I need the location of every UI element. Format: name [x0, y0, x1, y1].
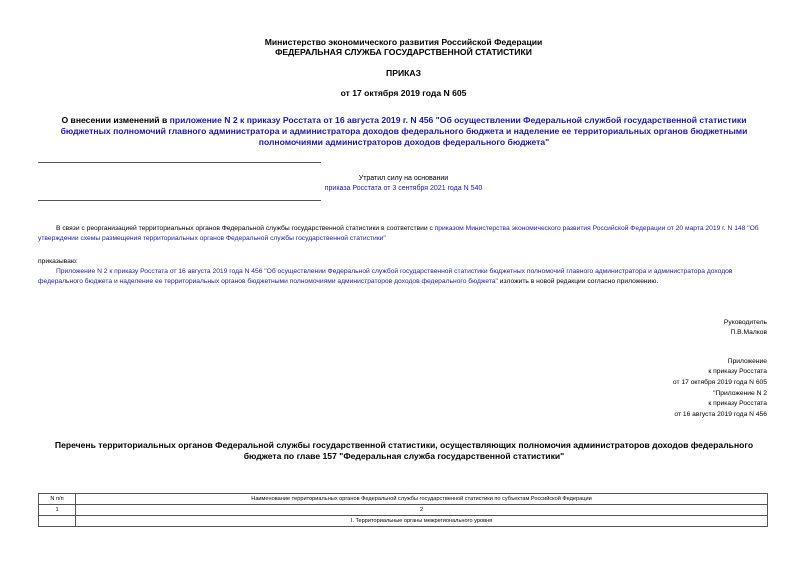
divider-bottom: [38, 200, 321, 201]
table-header-row: [39, 494, 768, 505]
document-type: ПРИКАЗ: [386, 68, 421, 78]
index-cell-name: 2: [76, 505, 768, 516]
ministry-title: Министерство экономического развития Российской Федерации: [264, 37, 543, 47]
status-note: Утратил силу на основании: [358, 175, 449, 182]
section-cell-title: I. Территориальные органы межрегионального уровня: [76, 516, 768, 527]
appendix-line: к приказу Росстата: [708, 400, 767, 407]
divider-top: [38, 162, 321, 163]
signature-role: Руководитель: [723, 319, 767, 326]
status-link[interactable]: приказа Росстата от 3 сентября 2021 года N 540: [324, 185, 483, 192]
table-section-row: [39, 516, 768, 527]
appendix-line: к приказу Росстата: [708, 368, 767, 375]
paragraph-reason: [38, 224, 768, 244]
section-cell-empty: [39, 516, 76, 527]
appendix-line: "Приложение N 2: [713, 390, 767, 397]
paragraph-change-text: изложить в новой редакции согласно приложению.: [497, 278, 659, 285]
header-cell-number: N п/п: [39, 494, 76, 505]
appendix-line: от 17 октября 2019 года N 605: [672, 379, 767, 386]
service-title: ФЕДЕРАЛЬНАЯ СЛУЖБА ГОСУДАРСТВЕННОЙ СТАТИСТИКИ: [275, 47, 532, 57]
paragraph-order: приказываю:: [38, 258, 78, 265]
document-subject: [40, 115, 768, 148]
paragraph-reason-text: В связи с реорганизацией территориальных органов Федеральной службы государственной статистики в соответствии с: [56, 225, 435, 232]
paragraph-change: [38, 267, 768, 287]
paragraph-change-link[interactable]: Приложение N 2 к приказу Росстата от 16 августа 2019 года N 456 "Об осуществлении Федеральной службой государственной статистики бюджетных полномочий главного администратора и администратора доходов федерального бюджета и наделение ее территориальных органов бюджетными полномочиями администраторов доходов федерального бюджета": [38, 268, 733, 285]
appendix-line: от 16 августа 2019 года N 456: [674, 411, 767, 418]
index-cell-number: 1: [39, 505, 76, 516]
paragraph-reason-link[interactable]: приказом Министерства экономического развития Российской Федерации от 20 марта 2019 г. N 148 "Об утверждении схемы размещения территориальных органов Федеральной службы государственной статистики": [38, 225, 759, 242]
document-date-number: от 17 октября 2019 года N 605: [340, 88, 467, 98]
table-index-row: [39, 505, 768, 516]
agencies-table: [38, 493, 768, 527]
subject-prefix: О внесении изменений в: [61, 115, 170, 125]
header-cell-name: Наименование территориальных органов Федеральной службы государственной статистики по субъектам Российской Федерации: [76, 494, 768, 505]
list-title: Перечень территориальных органов Федеральной службы государственной статистики, осуществляющих полномочия администраторов доходов федерального бюджета по главе 157 "Федеральная служба государственной статистики": [54, 440, 754, 461]
signature-name: П.В.Малков: [730, 329, 767, 336]
subject-link[interactable]: приложение N 2 к приказу Росстата от 16 августа 2019 г. N 456 "Об осуществлении Федеральной службой государственной статистики бюджетных полномочий главного администратора и администратора доходов федерального бюджета и наделение ее территориальных органов бюджетными полномочиями администраторов доходов федерального бюджета": [60, 115, 748, 147]
appendix-line: Приложение: [727, 358, 767, 365]
